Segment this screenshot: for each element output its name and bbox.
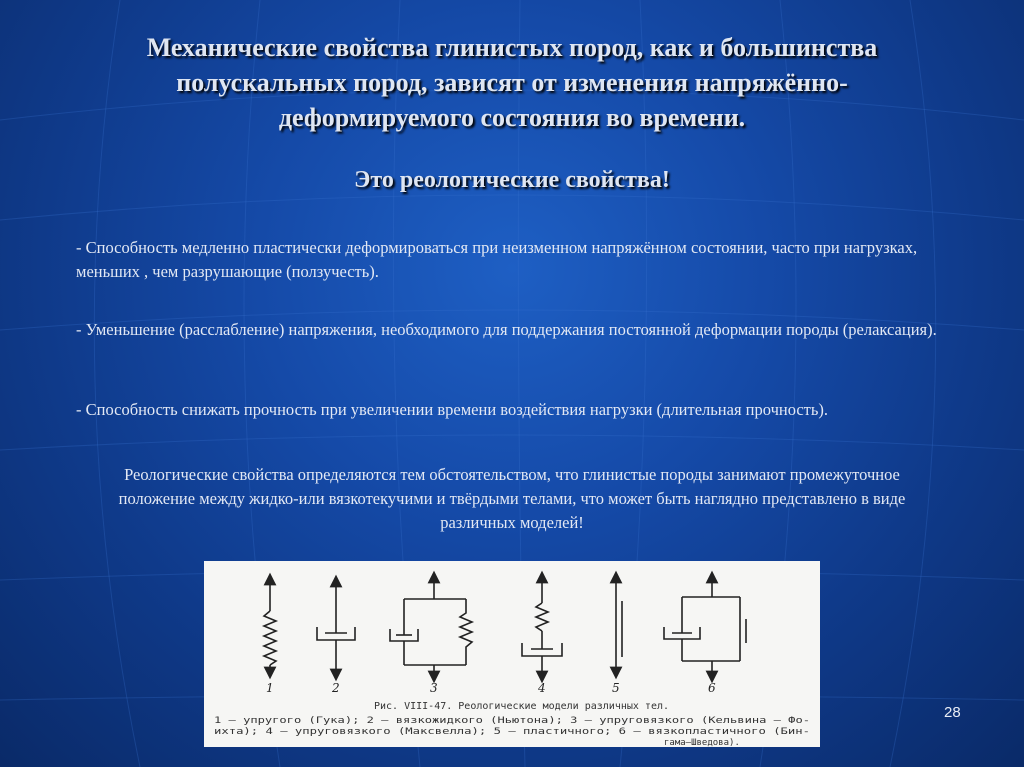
figure-caption-line-3: гама—Шведова). — [664, 738, 740, 747]
model-2-dashpot-drawing — [317, 581, 355, 675]
slide-title: Механические свойства глинистых пород, как и большинства полускальных пород, зависят от изменения напряжённо-деформируемого состояния во времени. — [146, 33, 878, 132]
bullet-long-term-strength: - Способность снижать прочность при увеличении времени воздействия нагрузки (длительная прочность). — [76, 400, 829, 419]
model-label-2: 2 — [332, 681, 340, 695]
model-label-5: 5 — [612, 681, 620, 695]
bullet-creep: - Способность медленно пластически деформироваться при неизменном напряжённом состоянии, часто при нагрузках, меньших , чем разрушающие (ползучесть). — [76, 238, 918, 281]
rheological-models-diagram — [204, 561, 820, 747]
model-6-bingham-drawing — [664, 577, 746, 677]
figure-caption-line-1: 1 — упругого (Гука); 2 — вязкожидкого (Ньютона); 3 — упруговязкого (Кельвина — Фо- — [214, 716, 810, 726]
rheology-paragraph: Реологические свойства определяются тем обстоятельством, что глинистые породы занимают промежуточное положение между жидко-или вязкотекучими и твёрдыми телами, что может быть наглядно представлено в виде различных моделей! — [118, 465, 906, 532]
model-label-3: 3 — [430, 681, 438, 695]
slide-subtitle: Это реологические свойства! — [354, 167, 670, 193]
bullet-relaxation: - Уменьшение (расслабление) напряжения, необходимого для поддержания постоянной деформации породы (релаксация). — [76, 320, 937, 339]
model-label-4: 4 — [538, 681, 546, 695]
figure-caption-line-2: ихта); 4 — упруговязкого (Максвелла); 5 — пластичного; 6 — вязкопластичного (Бин- — [214, 727, 810, 737]
figure-caption-title: Рис. VIII-47. Реологические модели различных тел. — [374, 701, 670, 712]
model-5-plastic-drawing — [616, 577, 622, 673]
rheological-models-figure — [204, 561, 820, 747]
model-label-6: 6 — [708, 681, 716, 695]
model-label-1: 1 — [266, 681, 274, 695]
model-4-maxwell-drawing — [522, 577, 562, 677]
model-1-spring-drawing — [264, 579, 276, 673]
page-number: 28 — [944, 704, 961, 721]
model-3-kelvin-drawing — [390, 577, 472, 677]
